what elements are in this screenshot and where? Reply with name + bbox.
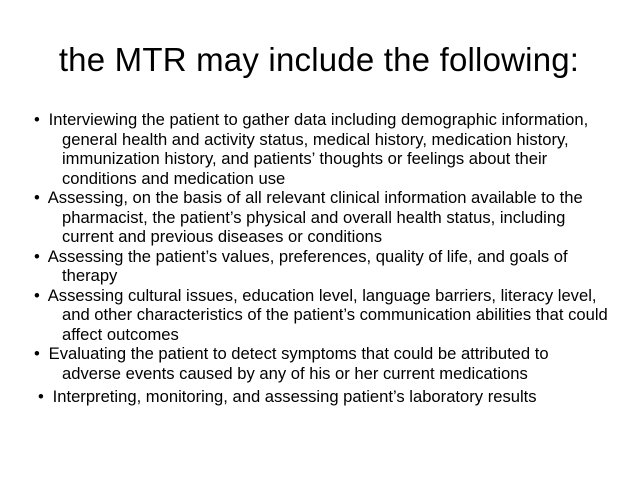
bullet-list [34, 110, 612, 407]
bullet-marker-icon: • [34, 110, 40, 129]
bullet-text: Assessing, on the basis of all relevant clinical information available to the pharmacist, the patient’s physical and overall health status, including current and previous diseases or conditions [47, 188, 583, 246]
bullet-marker-icon: • [34, 344, 40, 363]
slide-title: the MTR may include the following: [58, 41, 580, 78]
bullet-text: Interviewing the patient to gather data including demographic information, general health and activity status, medical history, medication history, immunization history, and patients’ thoughts or feelings about their conditions and medication use [48, 110, 589, 188]
bullet-item [34, 110, 612, 188]
bullet-text: Assessing the patient’s values, preferences, quality of life, and goals of therapy [47, 246, 568, 285]
bullet-text: Assessing cultural issues, education level, language barriers, literacy level, and other characteristics of the patient’s communication abilities that could affect outcomes [47, 285, 608, 344]
bullet-item [38, 387, 612, 407]
bullet-marker-icon: • [38, 387, 44, 406]
bullet-text: Interpreting, monitoring, and assessing patient’s laboratory results [52, 387, 537, 406]
bullet-item [34, 247, 612, 286]
bullet-item [34, 344, 612, 383]
bullet-marker-icon: • [34, 285, 40, 305]
bullet-item [34, 188, 612, 247]
bullet-text: Evaluating the patient to detect symptoms that could be attributed to adverse events caused by any of his or her current medications [48, 344, 549, 383]
bullet-marker-icon: • [34, 188, 40, 207]
bullet-marker-icon: • [34, 246, 40, 266]
bullet-item [34, 286, 612, 345]
